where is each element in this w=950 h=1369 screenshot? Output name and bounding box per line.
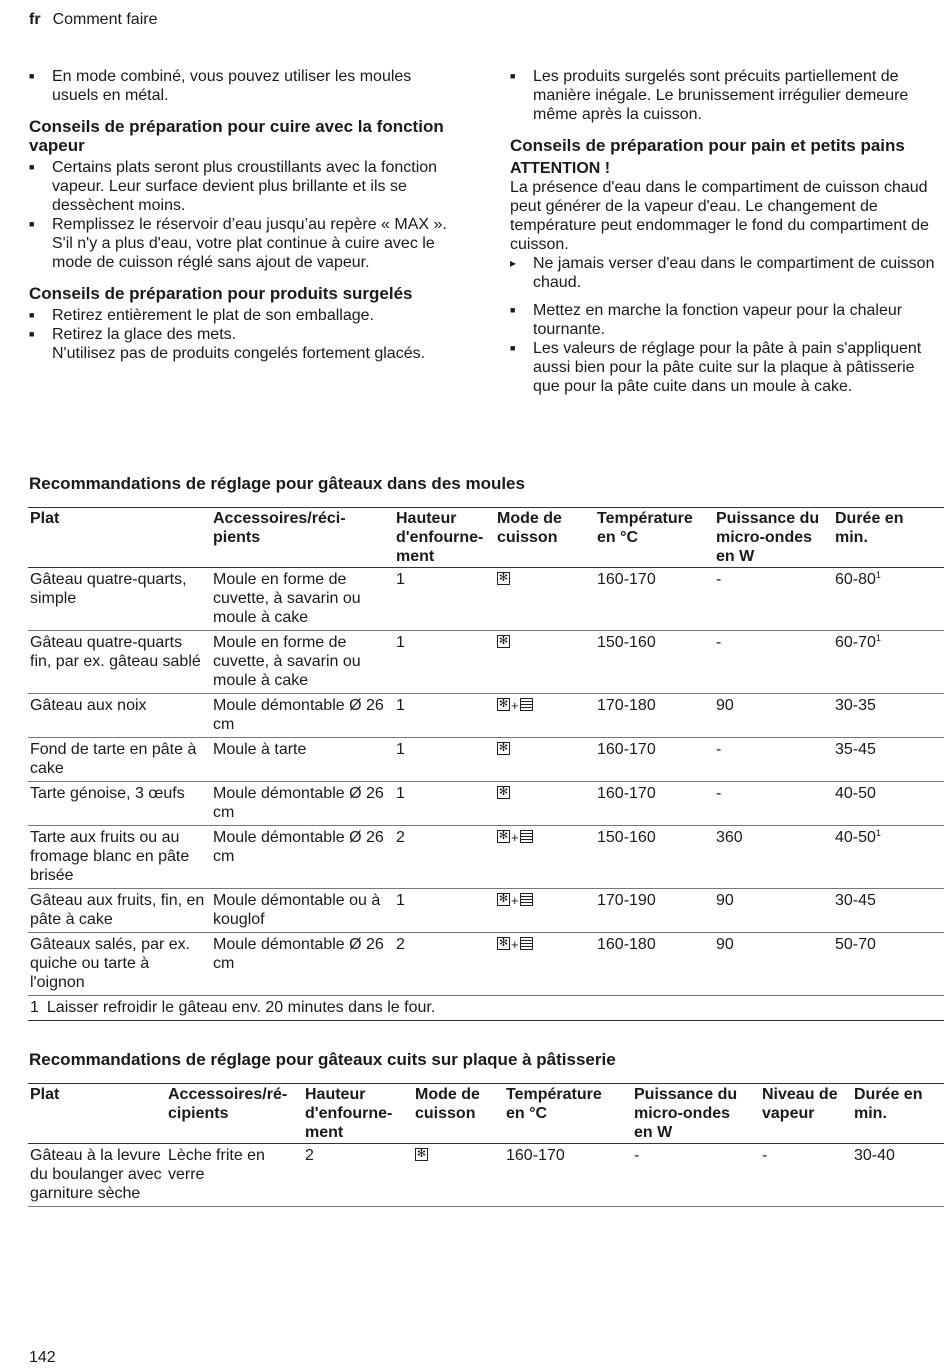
cell-temperature: 150-160 (595, 826, 714, 889)
arrow-list (510, 254, 945, 292)
vapeur-bullet-list (29, 158, 459, 272)
cell-hauteur: 1 (394, 782, 495, 826)
cell-hauteur: 1 (394, 889, 495, 933)
arrow-item: ▸ Ne jamais verser d'eau dans le compartiment de cuisson chaud. (510, 254, 945, 292)
cell-accessoires: Moule démontable ou à kouglof (211, 889, 394, 933)
table-row (28, 933, 944, 996)
duree-value: 60-70 (835, 634, 876, 651)
col-header-duree: Durée en min. (852, 1084, 944, 1144)
col-header-puissance: Puissance du micro-ondes en W (632, 1084, 760, 1144)
cell-mode (495, 631, 595, 694)
list-item (29, 325, 459, 363)
cell-hauteur: 1 (394, 738, 495, 782)
footnote-ref: 1 (875, 570, 881, 580)
cell-temperature: 150-160 (595, 631, 714, 694)
table2-title: Recommandations de réglage pour gâteaux cuits sur plaque à pâtisserie (29, 1050, 616, 1069)
attention-label: ATTENTION ! (510, 160, 611, 177)
hot-air-fan-icon (497, 742, 510, 755)
col-header-hauteur: Hauteur d'enfourne- ment (394, 508, 495, 568)
cell-hauteur: 1 (394, 694, 495, 738)
list-item: ■ En mode combiné, vous pouvez utiliser les moules usuels en métal. (29, 67, 459, 105)
right-intro-bullet-list (510, 67, 945, 124)
header-title: Comment faire (52, 11, 158, 28)
page-header (29, 10, 157, 29)
cell-puissance: - (714, 738, 833, 782)
footnote-row (28, 996, 944, 1021)
cell-plat: Tarte aux fruits ou au fromage blanc en pâte brisée (28, 826, 211, 889)
cell-plat: Gâteau à la levure du boulanger avec garniture sèche (28, 1144, 166, 1207)
cell-accessoires: Moule démontable Ø 26 cm (211, 694, 394, 738)
cell-puissance: 90 (714, 889, 833, 933)
attention-text: La présence d'eau dans le compartiment de cuisson chaud peut générer de la vapeur d'eau. Le changement de température peut endommager le fond du compartiment de cuisson. (510, 179, 929, 253)
cell-temperature: 170-180 (595, 694, 714, 738)
hot-air-fan-icon (497, 786, 510, 799)
cell-hauteur: 2 (394, 933, 495, 996)
cell-hauteur: 2 (303, 1144, 413, 1207)
hot-air-fan-icon (497, 830, 510, 843)
table-row (28, 694, 944, 738)
cell-temperature: 160-170 (595, 782, 714, 826)
page-number: 142 (29, 1349, 56, 1366)
cell-duree (833, 694, 944, 738)
table-row (28, 568, 944, 631)
settings-table-moules (28, 507, 944, 1021)
table-header-row (28, 1084, 944, 1144)
col-header-duree: Durée en min. (833, 508, 944, 568)
section-title-vapeur: Conseils de préparation pour cuire avec la fonction vapeur (29, 117, 444, 155)
duree-value: 30-35 (835, 697, 876, 714)
cell-puissance: - (714, 782, 833, 826)
cell-temperature: 160-170 (504, 1144, 632, 1207)
cell-vapeur: - (760, 1144, 852, 1207)
cell-duree (833, 568, 944, 631)
duree-value: 60-80 (835, 571, 876, 588)
col-header-hauteur: Hauteur d'enfourne- ment (303, 1084, 413, 1144)
hot-air-fan-icon (415, 1148, 428, 1161)
cell-temperature: 160-170 (595, 738, 714, 782)
col-header-temperature: Température en °C (504, 1084, 632, 1144)
footnote-ref: 1 (875, 828, 881, 838)
right-column (510, 67, 945, 396)
cell-mode (495, 933, 595, 996)
cell-mode (495, 826, 595, 889)
left-column (29, 67, 459, 363)
section-title-pain: Conseils de préparation pour pain et petits pains (510, 136, 905, 155)
cell-duree (833, 933, 944, 996)
table-row (28, 738, 944, 782)
microwave-icon (520, 893, 533, 906)
intro-bullet-list (29, 67, 459, 105)
cell-plat: Gâteau quatre-quarts fin, par ex. gâteau sablé (28, 631, 211, 694)
cell-plat: Gâteau quatre-quarts, simple (28, 568, 211, 631)
hot-air-fan-icon (497, 572, 510, 585)
cell-accessoires: Moule démontable Ø 26 cm (211, 826, 394, 889)
pain-bullet-list (510, 301, 945, 396)
settings-table-plaque (28, 1083, 944, 1207)
list-item: ■ Les valeurs de réglage pour la pâte à pain s'appliquent aussi bien pour la pâte cuite sur la plaque à pâtisserie que pour la pâte cuite dans un moule à cake. (510, 339, 945, 396)
cell-mode (495, 568, 595, 631)
cell-plat: Gâteau aux fruits, fin, en pâte à cake (28, 889, 211, 933)
cell-hauteur: 1 (394, 568, 495, 631)
cell-puissance: 360 (714, 826, 833, 889)
plus-sign: + (511, 893, 519, 908)
cell-accessoires: Moule en forme de cuvette, à savarin ou moule à cake (211, 568, 394, 631)
cell-mode (495, 782, 595, 826)
cell-puissance: 90 (714, 694, 833, 738)
table-row (28, 889, 944, 933)
table2-body (28, 1144, 944, 1207)
cell-temperature: 160-170 (595, 568, 714, 631)
microwave-icon (520, 830, 533, 843)
language-code: fr (29, 11, 41, 28)
col-header-accessoires: Accessoires/ré- cipients (166, 1084, 303, 1144)
cell-mode (495, 738, 595, 782)
table-row (28, 631, 944, 694)
duree-value: 40-50 (835, 829, 876, 846)
cell-puissance: - (714, 631, 833, 694)
microwave-icon (520, 698, 533, 711)
col-header-accessoires: Accessoires/réci- pients (211, 508, 394, 568)
cell-plat: Tarte génoise, 3 œufs (28, 782, 211, 826)
hot-air-fan-icon (497, 893, 510, 906)
cell-mode (413, 1144, 504, 1207)
cell-plat: Gâteau aux noix (28, 694, 211, 738)
cell-accessoires: Lèche frite en verre (166, 1144, 303, 1207)
cell-temperature: 160-180 (595, 933, 714, 996)
table-row (28, 782, 944, 826)
cell-duree (833, 826, 944, 889)
duree-value: 35-45 (835, 741, 876, 758)
table-header-row (28, 508, 944, 568)
duree-value: 40-50 (835, 785, 876, 802)
table1-body (28, 568, 944, 1021)
hot-air-fan-icon (497, 698, 510, 711)
cell-duree (833, 631, 944, 694)
list-item: ■ Mettez en marche la fonction vapeur pour la chaleur tournante. (510, 301, 945, 339)
list-item-text: Retirez la glace des mets. (52, 326, 237, 343)
duree-value: 30-45 (835, 892, 876, 909)
cell-plat: Fond de tarte en pâte à cake (28, 738, 211, 782)
cell-puissance: 90 (714, 933, 833, 996)
footnote-ref: 1 (875, 633, 881, 643)
duree-value: 50-70 (835, 936, 876, 953)
table1-title: Recommandations de réglage pour gâteaux dans des moules (29, 474, 525, 493)
cell-accessoires: Moule en forme de cuvette, à savarin ou moule à cake (211, 631, 394, 694)
table-row (28, 1144, 944, 1207)
cell-puissance: - (632, 1144, 760, 1207)
list-item-note: N'utilisez pas de produits congelés fortement glacés. (52, 345, 426, 362)
footnote-text: Laisser refroidir le gâteau env. 20 minutes dans le four. (46, 999, 436, 1016)
col-header-vapeur: Niveau de vapeur (760, 1084, 852, 1144)
list-item: ■ Les produits surgelés sont précuits partiellement de manière inégale. Le brunissement irrégulier demeure même après la cuisson. (510, 67, 945, 124)
section-title-surgeles: Conseils de préparation pour produits surgelés (29, 284, 413, 303)
cell-mode (495, 889, 595, 933)
cell-duree (833, 889, 944, 933)
col-header-plat: Plat (28, 508, 211, 568)
col-header-temperature: Température en °C (595, 508, 714, 568)
col-header-plat: Plat (28, 1084, 166, 1144)
footnote-mark: 1 (30, 999, 39, 1016)
col-header-mode: Mode de cuisson (413, 1084, 504, 1144)
microwave-icon (520, 937, 533, 950)
cell-hauteur: 1 (394, 631, 495, 694)
list-item: ■ Remplissez le réservoir d’eau jusqu’au repère « MAX ». S'il n'y a plus d'eau, votre plat continue à cuire avec le mode de cuisson réglé sans ajout de vapeur. (29, 215, 459, 272)
col-header-mode: Mode de cuisson (495, 508, 595, 568)
cell-puissance: - (714, 568, 833, 631)
cell-accessoires: Moule démontable Ø 26 cm (211, 933, 394, 996)
plus-sign: + (511, 937, 519, 952)
cell-temperature: 170-190 (595, 889, 714, 933)
surgeles-bullet-list (29, 306, 459, 363)
cell-duree (833, 738, 944, 782)
cell-accessoires: Moule à tarte (211, 738, 394, 782)
col-header-puissance: Puissance du micro-ondes en W (714, 508, 833, 568)
cell-hauteur: 2 (394, 826, 495, 889)
plus-sign: + (511, 698, 519, 713)
cell-duree: 30-40 (852, 1144, 944, 1207)
table-row (28, 826, 944, 889)
cell-accessoires: Moule démontable Ø 26 cm (211, 782, 394, 826)
footnote-cell (28, 996, 944, 1021)
hot-air-fan-icon (497, 937, 510, 950)
cell-mode (495, 694, 595, 738)
cell-duree (833, 782, 944, 826)
cell-plat: Gâteaux salés, par ex. quiche ou tarte à l'oignon (28, 933, 211, 996)
list-item: ■ Retirez entièrement le plat de son emballage. (29, 306, 459, 325)
hot-air-fan-icon (497, 635, 510, 648)
plus-sign: + (511, 830, 519, 845)
list-item: ■ Certains plats seront plus croustillants avec la fonction vapeur. Leur surface devient plus brillante et ils se dessèchent moins. (29, 158, 459, 215)
